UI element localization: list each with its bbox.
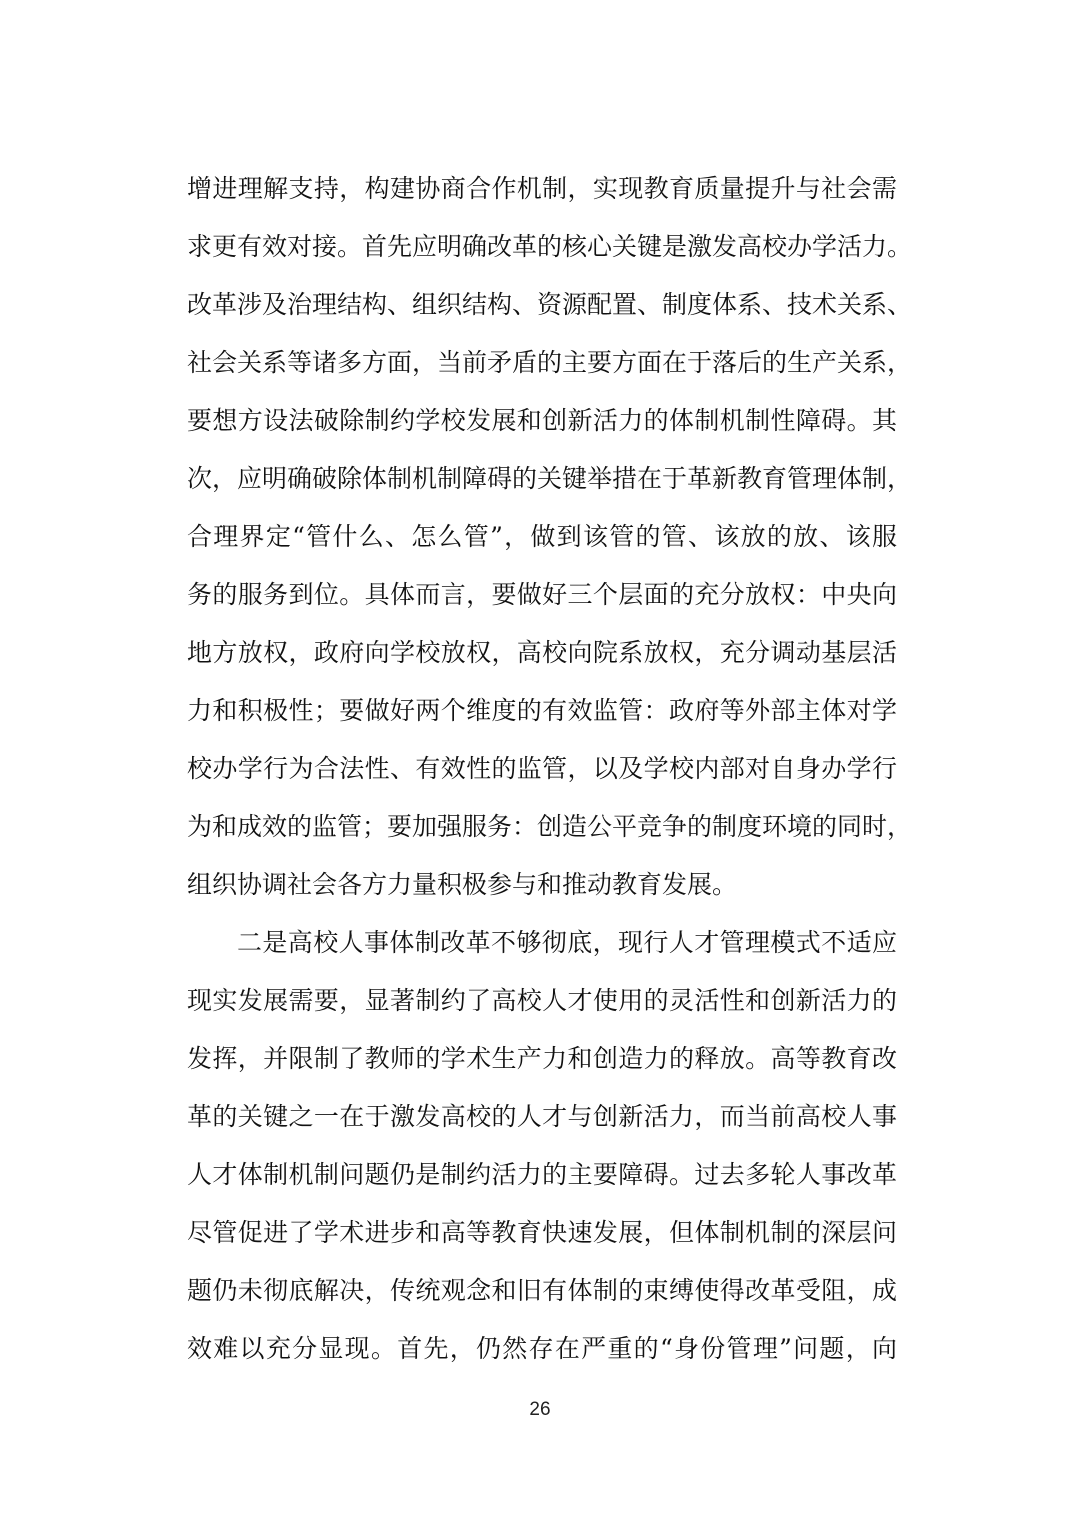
text-line: 人才体制机制问题仍是制约活力的主要障碍。过去多轮人事改革 bbox=[187, 1160, 897, 1189]
text-line: 为和成效的监管；要加强服务：创造公平竞争的制度环境的同时， bbox=[187, 812, 913, 841]
text-line: 地方放权，政府向学校放权，高校向院系放权，充分调动基层活 bbox=[187, 638, 897, 667]
text-line: 尽管促进了学术进步和高等教育快速发展，但体制机制的深层问 bbox=[187, 1218, 897, 1247]
text-line: 合理界定“管什么、怎么管”，做到该管的管、该放的放、该服 bbox=[187, 522, 897, 551]
text-line: 力和积极性；要做好两个维度的有效监管：政府等外部主体对学 bbox=[187, 696, 897, 725]
text-line: 发挥，并限制了教师的学术生产力和创造力的释放。高等教育改 bbox=[187, 1044, 897, 1073]
text-line: 求更有效对接。首先应明确改革的核心关键是激发高校办学活力。 bbox=[187, 232, 913, 261]
page-number: 26 bbox=[529, 1399, 551, 1420]
text-line: 题仍未彻底解决，传统观念和旧有体制的束缚使得改革受阻，成 bbox=[187, 1276, 897, 1305]
text-line: 现实发展需要，显著制约了高校人才使用的灵活性和创新活力的 bbox=[187, 986, 897, 1015]
text-line: 务的服务到位。具体而言，要做好三个层面的充分放权：中央向 bbox=[187, 580, 897, 609]
text-line: 社会关系等诸多方面，当前矛盾的主要方面在于落后的生产关系， bbox=[187, 348, 913, 377]
text-line: 次，应明确破除体制机制障碍的关键举措在于革新教育管理体制， bbox=[187, 464, 913, 493]
text-line: 组织协调社会各方力量积极参与和推动教育发展。 bbox=[187, 870, 738, 899]
text-line: 革的关键之一在于激发高校的人才与创新活力，而当前高校人事 bbox=[187, 1102, 897, 1131]
text-line: 增进理解支持，构建协商合作机制，实现教育质量提升与社会需 bbox=[187, 174, 897, 203]
text-line: 改革涉及治理结构、组织结构、资源配置、制度体系、技术关系、 bbox=[187, 290, 913, 319]
text-line: 校办学行为合法性、有效性的监管，以及学校内部对自身办学行 bbox=[187, 754, 897, 783]
text-line: 二是高校人事体制改革不够彻底，现行人才管理模式不适应 bbox=[237, 928, 897, 957]
text-line: 要想方设法破除制约学校发展和创新活力的体制机制性障碍。其 bbox=[187, 406, 897, 435]
text-line: 效难以充分显现。首先，仍然存在严重的“身份管理”问题，向 bbox=[187, 1334, 897, 1363]
body-text bbox=[187, 160, 913, 1378]
